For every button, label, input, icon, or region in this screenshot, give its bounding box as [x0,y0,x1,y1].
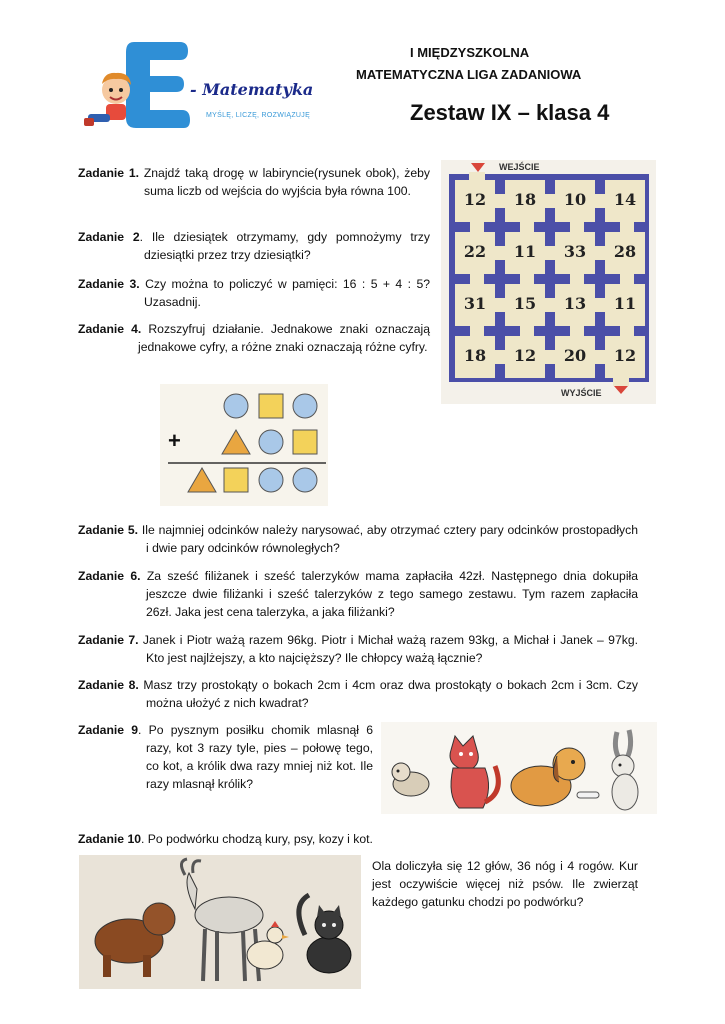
task-2 [78,228,430,264]
task-text: Czy można to policzyć w pamięci: 16 : 5 + 4 : 5? Uzasadnij. [144,277,431,309]
task-text: Janek i Piotr ważą razem 96kg. Piotr i Michał ważą razem 93kg, a Michał i Janek – 97kg. Kto jest najlżejszy, a kto najcięższy? Ile chłopcy ważą łącznie? [142,633,638,665]
labyrinth-number: 10 [563,190,587,209]
labyrinth-number: 11 [513,242,537,261]
logo-brand-text: - Matematyka [190,80,314,99]
task-text: Rozszyfruj działanie. Jednakowe znaki oznaczają jednakowe cyfry, a różne znaki oznaczają różne cyfry. [138,322,431,354]
circle-shape-icon [293,394,317,418]
labyrinth-number: 33 [563,242,587,261]
task-5 [78,521,638,557]
labyrinth-figure [441,160,656,404]
task-text: . Po pysznym posiłku chomik mlasnął 6 razy, kot 3 razy tyle, pies – połowę tego, co kot, a królik dwa razy mniej niż kot. Ile razy mlasnął królik? [138,723,373,791]
cryptarithm-drawing [160,384,328,506]
task-4 [78,320,430,356]
circle-shape-icon [224,394,248,418]
hamster-icon [392,763,429,796]
task-10-details: Ola doliczyła się 12 głów, 36 nóg i 4 rogów. Kur jest oczywiście więcej niż psów. Ile zwierząt każdego gatunku chodzi po podwórku? [372,859,638,909]
labyrinth-number: 18 [463,346,487,365]
task-label: Zadanie 8. [78,678,139,692]
square-shape-icon [293,430,317,454]
task-text: Za sześć filiżanek i sześć talerzyków mama zapłaciła 42zł. Następnego dnia dokupiła jeszcze dwie filiżanki i sześć talerzyków z tego samego zestawu. Tym razem zapłaciła 26zł. Jaka jest cena talerzyka, a jaka filiżanki? [146,569,639,619]
entry-label: WEJŚCIE [499,162,540,172]
labyrinth-number: 28 [613,242,637,261]
labyrinth-number: 12 [513,346,537,365]
task-1 [78,164,430,200]
labyrinth-number: 12 [463,190,487,209]
cat-icon [450,736,498,808]
labyrinth-number: 20 [563,346,587,365]
square-shape-icon [259,394,283,418]
exit-label: WYJŚCIE [561,388,602,398]
task-label: Zadanie 1. [78,166,140,180]
league-title-line1: I MIĘDZYSZKOLNA [410,45,530,60]
labyrinth-number: 22 [463,242,487,261]
task-label: Zadanie 7. [78,633,139,647]
pets-drawing [381,722,657,814]
task-text: Znajdź taką drogę w labiryncie(rysunek obok), żeby suma liczb od wejścia do wyjścia była równa 100. [143,166,430,198]
farm-animals-drawing [79,855,361,989]
task-text: . Ile dziesiątek otrzymamy, gdy pomnożymy trzy dziesiątki przez trzy dziesiątki? [139,230,430,262]
task-label: Zadanie 5. [78,523,139,537]
e-matematyka-logo [82,38,332,138]
labyrinth-number: 31 [463,294,487,313]
task-text: Ile najmniej odcinków należy narysować, aby otrzymać cztery pary odcinków prostopadłych i dwie pary odcinków równoległych? [141,523,638,555]
task-text: Masz trzy prostokąty o bokach 2cm i 4cm oraz dwa prostokąty o bokach 2cm i 3cm. Czy można ułożyć z nich kwadrat? [143,678,639,710]
task-label: Zadanie 9 [78,723,139,737]
labyrinth-number: 15 [513,294,537,313]
hen-icon [247,921,289,969]
task-text: . Po podwórku chodzą kury, psy, kozy i kot. [141,832,373,846]
labyrinth-number: 11 [613,294,637,313]
triangle-shape-icon [222,430,250,454]
labyrinth-number: 18 [513,190,537,209]
logo-motto: MYŚLĘ, LICZĘ, ROZWIĄZUJĘ [206,112,311,119]
rabbit-icon [612,730,638,810]
exit-arrow-icon [614,386,628,394]
circle-shape-icon [293,468,317,492]
circle-shape-icon [259,468,283,492]
task-label: Zadanie 3. [78,277,140,291]
labyrinth-number: 13 [563,294,587,313]
task-3 [78,275,430,311]
labyrinth-number: 14 [613,190,637,209]
square-shape-icon [224,468,248,492]
triangle-shape-icon [188,468,216,492]
circle-shape-icon [259,430,283,454]
cat-icon [299,895,351,973]
plus-sign: + [168,428,181,453]
task-10 [78,830,638,848]
task-label: Zadanie 10 [78,832,141,846]
task-6 [78,567,638,621]
set-title: Zestaw IX – klasa 4 [410,100,610,125]
entry-arrow-icon [471,163,485,172]
dog-icon [511,748,599,806]
pets-illustration [381,722,657,814]
labyrinth-number: 12 [613,346,637,365]
task-label: Zadanie 6. [78,569,141,583]
dog-icon [95,903,175,977]
task-label: Zadanie 2 [78,230,140,244]
league-title-line2: MATEMATYCZNA LIGA ZADANIOWA [356,67,582,82]
task-7 [78,631,638,667]
task-label: Zadanie 4. [78,322,142,336]
cryptarithm-figure [160,384,328,506]
farm-animals-illustration [79,855,361,989]
cartoon-boy-icon [82,68,152,132]
task-8 [78,676,638,712]
task-9 [78,721,373,793]
